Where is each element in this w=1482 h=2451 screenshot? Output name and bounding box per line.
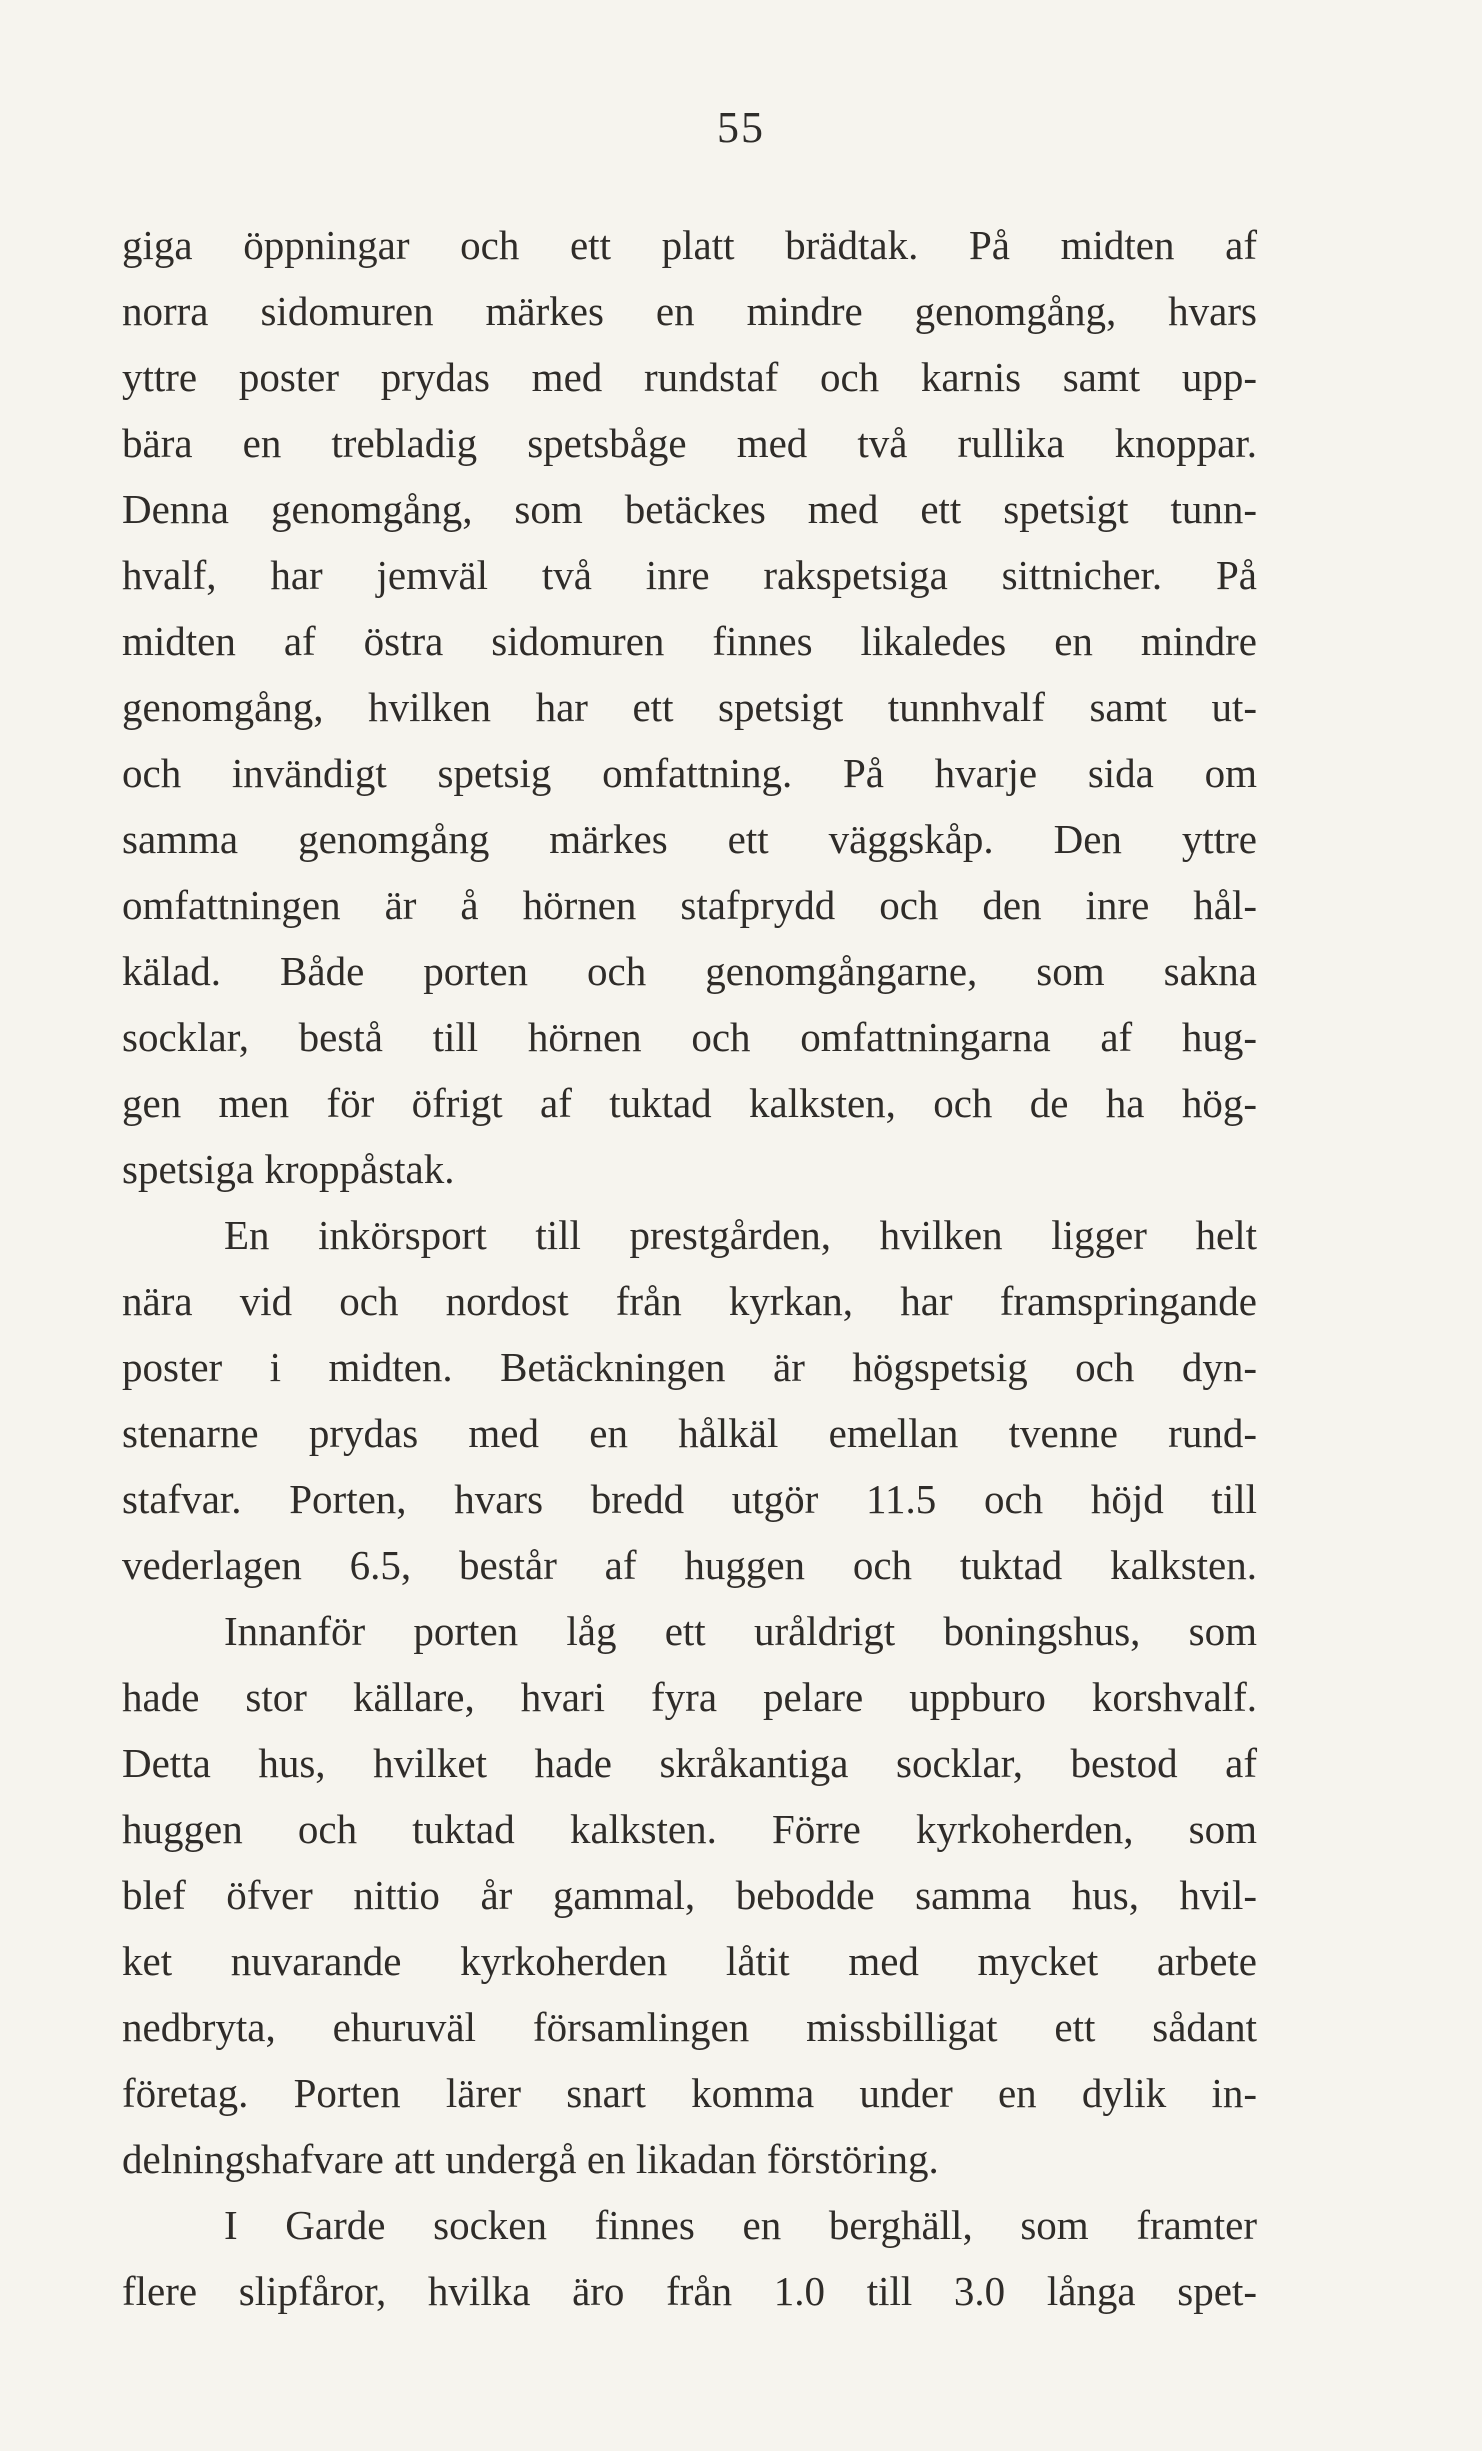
paragraph-start-line: Innanför porten låg ett uråldrigt boningshus, som xyxy=(224,1608,1257,1654)
page-number: 55 xyxy=(717,103,765,152)
paragraph-start-line: En inkörsport till prestgården, hvilken ligger helt xyxy=(224,1212,1257,1258)
text-line: yttre poster prydas med rundstaf och karnis samt upp- xyxy=(122,354,1257,400)
text-line: och invändigt spetsig omfattning. På hvarje sida om xyxy=(122,750,1257,796)
paragraph-start-line: I Garde socken finnes en berghäll, som framter xyxy=(224,2202,1257,2248)
body-text xyxy=(122,212,1257,2324)
text-line: stafvar. Porten, hvars bredd utgör 11.5 och höjd till xyxy=(122,1476,1257,1522)
text-line: poster i midten. Betäckningen är högspetsig och dyn- xyxy=(122,1344,1257,1390)
text-line: nära vid och nordost från kyrkan, har framspringande xyxy=(122,1278,1257,1324)
text-line: huggen och tuktad kalksten. Förre kyrkoherden, som xyxy=(122,1806,1257,1852)
text-line: samma genomgång märkes ett väggskåp. Den yttre xyxy=(122,816,1257,862)
text-line: Denna genomgång, som betäckes med ett spetsigt tunn- xyxy=(122,486,1257,532)
text-line: socklar, bestå till hörnen och omfattningarna af hug- xyxy=(122,1014,1257,1060)
text-line: bära en trebladig spetsbåge med två rullika knoppar. xyxy=(122,420,1257,466)
text-line: hade stor källare, hvari fyra pelare uppburo korshvalf. xyxy=(122,1674,1257,1720)
text-line: gen men för öfrigt af tuktad kalksten, och de ha hög- xyxy=(122,1080,1257,1126)
text-line: giga öppningar och ett platt brädtak. På midten af xyxy=(122,222,1257,268)
text-line: norra sidomuren märkes en mindre genomgång, hvars xyxy=(122,288,1257,334)
paragraph-end-line: spetsiga kroppåstak. xyxy=(122,1146,455,1192)
paragraph-end-line: delningshafvare att undergå en likadan förstöring. xyxy=(122,2136,939,2182)
text-line: kälad. Både porten och genomgångarne, som sakna xyxy=(122,948,1257,994)
text-line: företag. Porten lärer snart komma under en dylik in- xyxy=(122,2070,1257,2116)
text-line: omfattningen är å hörnen stafprydd och den inre hål- xyxy=(122,882,1257,928)
text-line: hvalf, har jemväl två inre rakspetsiga sittnicher. På xyxy=(122,552,1257,598)
text-line: genomgång, hvilken har ett spetsigt tunnhvalf samt ut- xyxy=(122,684,1257,730)
text-line: nedbryta, ehuruväl församlingen missbilligat ett sådant xyxy=(122,2004,1257,2050)
text-line: ket nuvarande kyrkoherden låtit med mycket arbete xyxy=(122,1938,1257,1984)
text-line: blef öfver nittio år gammal, bebodde samma hus, hvil- xyxy=(122,1872,1257,1918)
paragraph-end-line: vederlagen 6.5, består af huggen och tuktad kalksten. xyxy=(122,1542,1257,1588)
text-line: midten af östra sidomuren finnes likaledes en mindre xyxy=(122,618,1257,664)
text-line: Detta hus, hvilket hade skråkantiga socklar, bestod af xyxy=(122,1740,1257,1786)
text-line: flere slipfåror, hvilka äro från 1.0 till 3.0 långa spet- xyxy=(122,2268,1257,2314)
text-line: stenarne prydas med en hålkäl emellan tvenne rund- xyxy=(122,1410,1257,1456)
